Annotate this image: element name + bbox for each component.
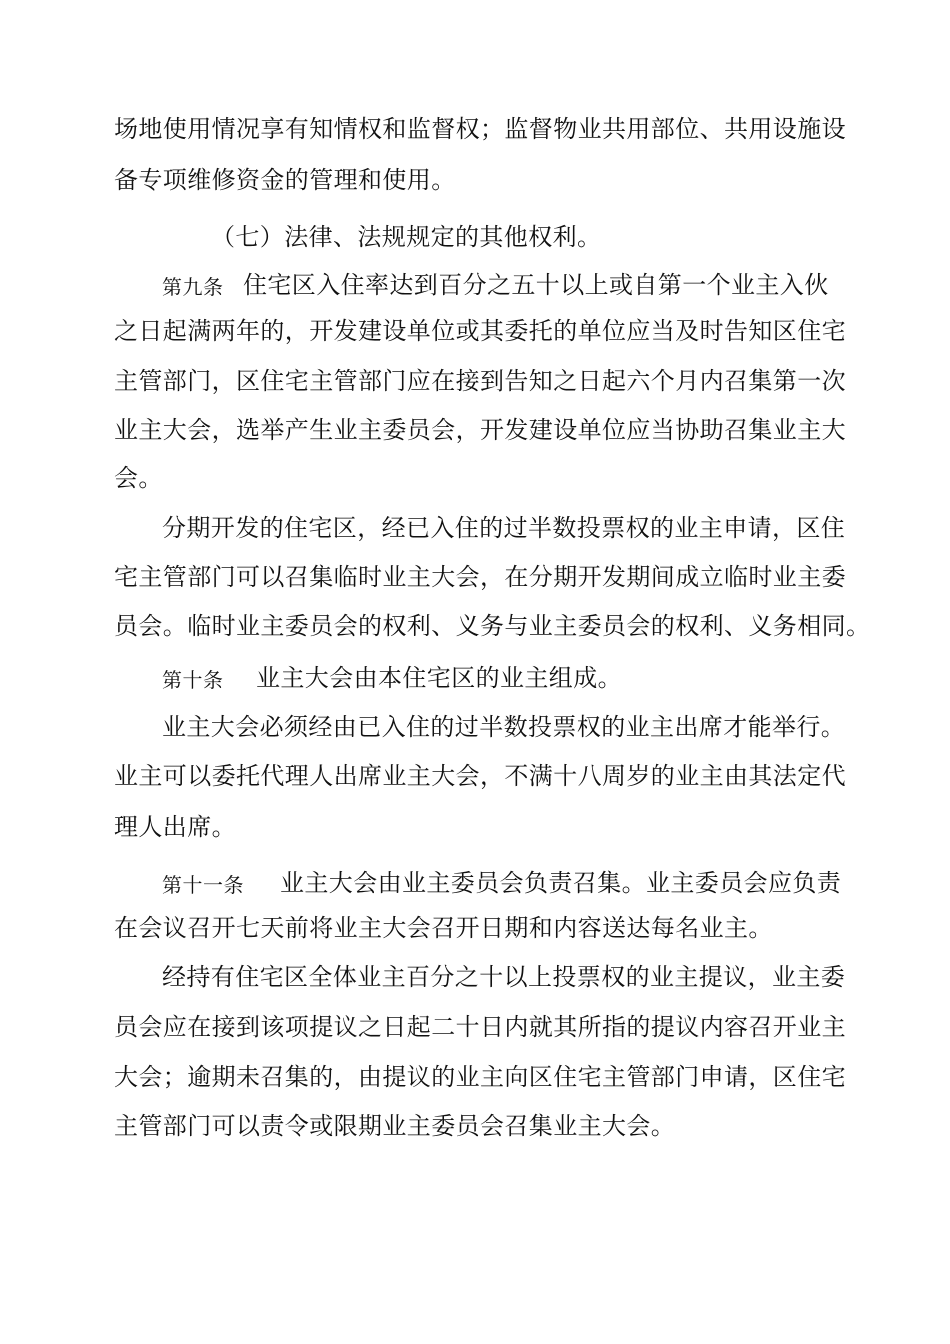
text-line: 会。: [114, 464, 163, 492]
article-9-text: 住宅区入住率达到百分之五十以上或自第一个业主入伙: [243, 271, 829, 299]
article-10-text: 业主大会由本住宅区的业主组成。: [256, 664, 622, 692]
text-line: 员会应在接到该项提议之日起二十日内就其所指的提议内容召开业主: [114, 1013, 846, 1041]
paragraph-start: 业主大会必须经由已入住的过半数投票权的业主出席才能举行。: [162, 713, 846, 741]
text-line: 业主可以委托代理人出席业主大会，不满十八周岁的业主由其法定代: [114, 762, 846, 790]
text-line: 备专项维修资金的管理和使用。: [114, 166, 456, 194]
article-9-label: 第九条: [162, 275, 224, 299]
text-line: 业主大会，选举产生业主委员会，开发建设单位应当协助召集业主大: [114, 416, 846, 444]
text-line: 理人出席。: [114, 813, 236, 841]
text-line: 主管部门，区住宅主管部门应在接到告知之日起六个月内召集第一次: [114, 367, 846, 395]
text-line: 大会；逾期未召集的，由提议的业主向区住宅主管部门申请，区住宅: [114, 1063, 846, 1091]
text-line: 员会。临时业主委员会的权利、义务与业主委员会的权利、义务相同。: [114, 612, 871, 640]
paragraph-start: 分期开发的住宅区，经已入住的过半数投票权的业主申请，区住: [162, 514, 846, 542]
text-line: 之日起满两年的，开发建设单位或其委托的单位应当及时告知区住宅: [114, 317, 846, 345]
clause-7: （七）法律、法规规定的其他权利。: [211, 223, 602, 251]
text-line: 在会议召开七天前将业主大会召开日期和内容送达每名业主。: [114, 914, 773, 942]
text-line: 宅主管部门可以召集临时业主大会，在分期开发期间成立临时业主委: [114, 563, 846, 591]
paragraph-start: 经持有住宅区全体业主百分之十以上投票权的业主提议，业主委: [162, 963, 846, 991]
article-11-text: 业主大会由业主委员会负责召集。业主委员会应负责: [280, 869, 842, 897]
article-10-label: 第十条: [162, 668, 224, 692]
text-line: 场地使用情况享有知情权和监督权；监督物业共用部位、共用设施设: [114, 115, 846, 143]
text-line: 主管部门可以责令或限期业主委员会召集业主大会。: [114, 1112, 676, 1140]
article-11-label: 第十一条: [162, 873, 244, 897]
